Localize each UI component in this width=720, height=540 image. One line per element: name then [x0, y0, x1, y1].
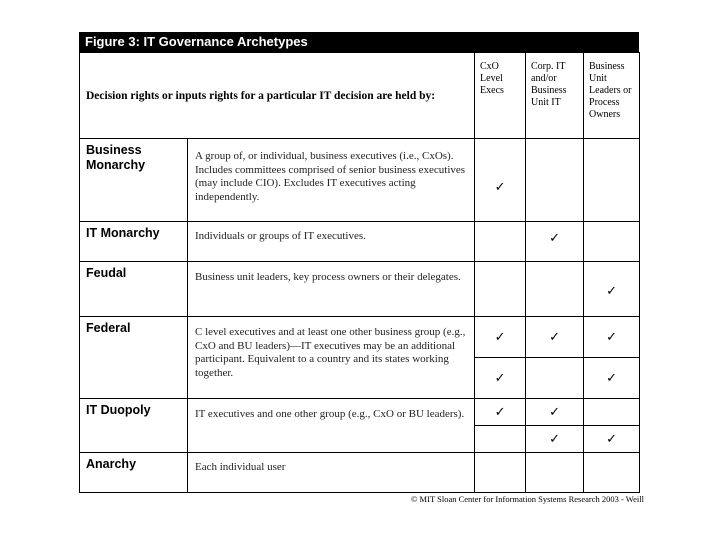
check-mark	[584, 139, 640, 222]
check-mark	[475, 453, 526, 493]
check-mark	[526, 453, 584, 493]
governance-figure	[79, 32, 639, 493]
header-corp-it: Corp. IT and/or Business Unit IT	[526, 53, 584, 139]
archetype-name: Business Monarchy	[80, 139, 188, 222]
header-bu-leaders: Business Unit Leaders or Process Owners	[584, 53, 640, 139]
archetype-name: IT Monarchy	[80, 222, 188, 262]
table-row	[80, 262, 640, 317]
check-mark: ✓	[584, 358, 640, 399]
check-mark	[584, 222, 640, 262]
copyright-note: © MIT Sloan Center for Information Systems Research 2003 - Weill	[410, 494, 644, 504]
table-row	[80, 222, 640, 262]
check-mark: ✓	[526, 426, 584, 453]
table-row	[80, 139, 640, 222]
check-mark	[475, 426, 526, 453]
check-mark: ✓	[526, 317, 584, 358]
check-mark: ✓	[475, 358, 526, 399]
archetype-description: IT executives and one other group (e.g., CxO or BU leaders).	[188, 399, 475, 453]
check-mark: ✓	[475, 139, 526, 222]
archetype-name: IT Duopoly	[80, 399, 188, 453]
check-mark: ✓	[584, 426, 640, 453]
archetype-description: Each individual user	[188, 453, 475, 493]
check-mark	[584, 453, 640, 493]
check-mark	[584, 399, 640, 426]
check-mark	[526, 358, 584, 399]
check-mark: ✓	[475, 317, 526, 358]
table-row	[80, 453, 640, 493]
archetype-name: Federal	[80, 317, 188, 399]
archetype-description: A group of, or individual, business executives (i.e., CxOs). Includes committees comprised of senior business executives (may include CIO). Excludes IT executives acting independently.	[188, 139, 475, 222]
check-mark: ✓	[584, 317, 640, 358]
archetype-description: Individuals or groups of IT executives.	[188, 222, 475, 262]
check-mark	[475, 262, 526, 317]
archetype-name: Feudal	[80, 262, 188, 317]
check-mark: ✓	[584, 262, 640, 317]
header-row	[80, 53, 640, 139]
check-mark: ✓	[526, 222, 584, 262]
header-cxo: CxO Level Execs	[475, 53, 526, 139]
check-mark: ✓	[475, 399, 526, 426]
figure-title: Figure 3: IT Governance Archetypes	[79, 32, 639, 52]
table-row	[80, 399, 640, 426]
table-row	[80, 317, 640, 358]
check-mark	[475, 222, 526, 262]
archetype-description: Business unit leaders, key process owners or their delegates.	[188, 262, 475, 317]
check-mark: ✓	[526, 399, 584, 426]
archetype-table	[79, 52, 640, 493]
header-description: Decision rights or inputs rights for a particular IT decision are held by:	[80, 53, 475, 139]
check-mark	[526, 262, 584, 317]
archetype-name: Anarchy	[80, 453, 188, 493]
check-mark	[526, 139, 584, 222]
archetype-description: C level executives and at least one other business group (e.g., CxO and BU leaders)—IT executives may be an additional participant. Equivalent to a country and its states working together.	[188, 317, 475, 399]
